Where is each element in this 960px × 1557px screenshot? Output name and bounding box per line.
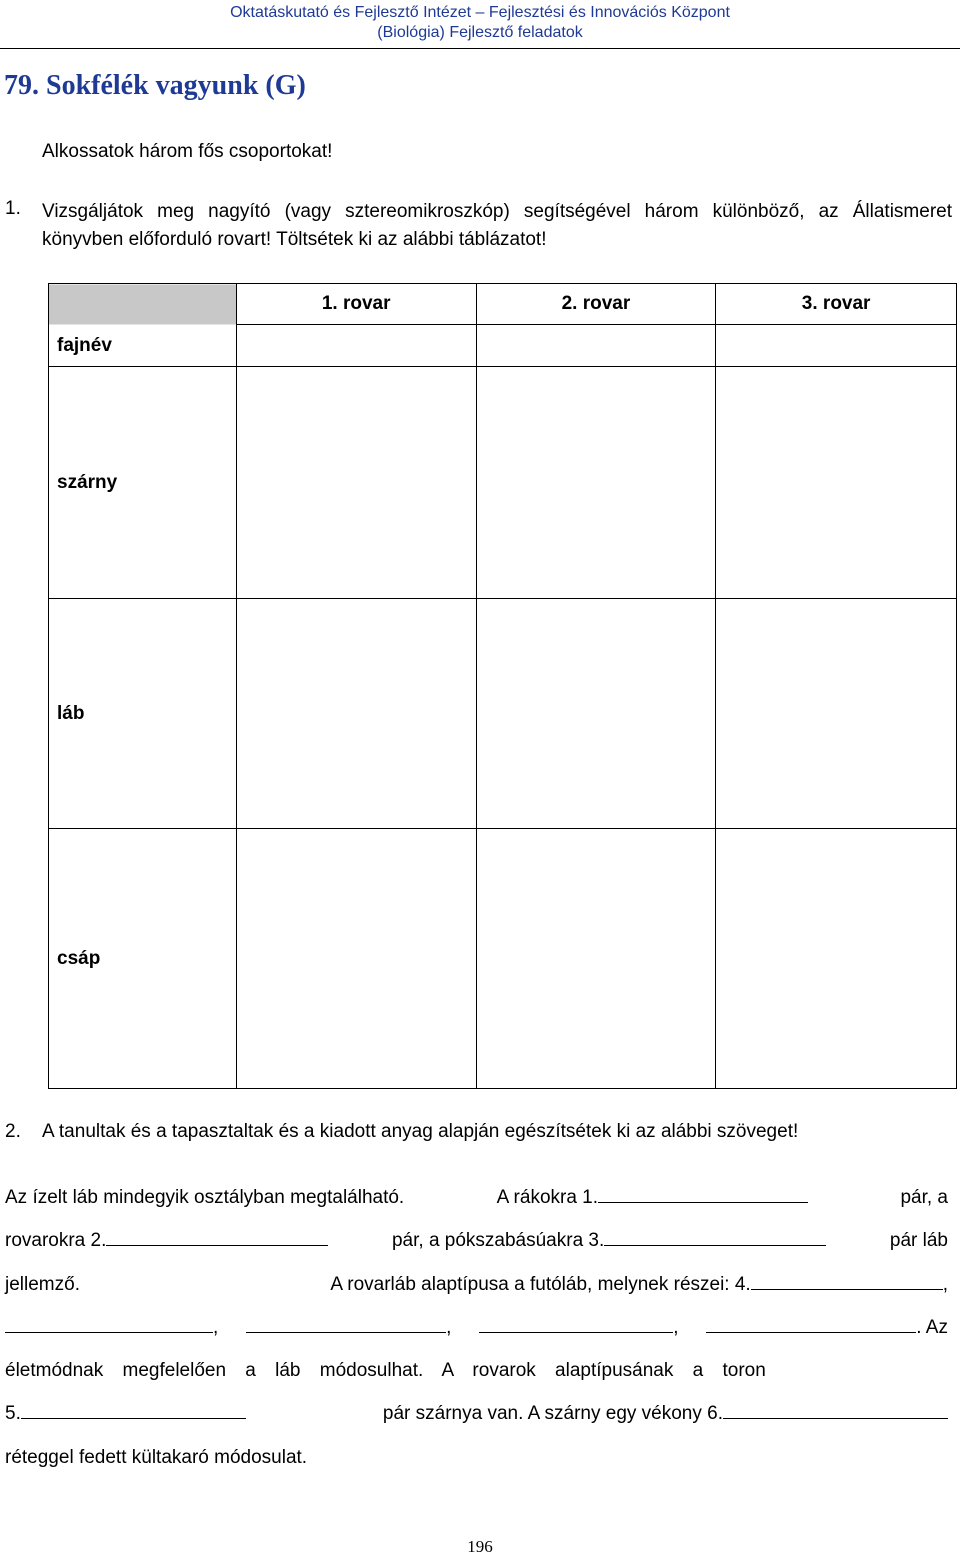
col-header-2: 2. rovar xyxy=(476,284,716,325)
blank-3[interactable] xyxy=(604,1225,826,1246)
fill-text: . Az xyxy=(916,1316,948,1338)
cell-csap-2[interactable] xyxy=(476,829,716,1089)
blank-4b[interactable] xyxy=(5,1312,213,1333)
fill-text: életmódnak megfelelően a láb módosulhat. A rovarok alaptípusának a toron xyxy=(5,1360,766,1382)
blank-1[interactable] xyxy=(598,1182,808,1203)
fill-text: pár szárnya van. A szárny egy vékony 6. xyxy=(382,1403,723,1425)
row-label-szarny: szárny xyxy=(49,367,237,599)
task2-number: 2. xyxy=(5,1121,21,1142)
task1-number: 1. xyxy=(5,198,21,219)
fill-text: , xyxy=(673,1316,679,1338)
insect-table xyxy=(48,283,957,1089)
fill-text: , xyxy=(213,1316,219,1338)
task1-text: Vizsgáljátok meg nagyító (vagy sztereomikroszkóp) segítségével három különböző, az Állatismeret könyvben előforduló rovart! Töltsétek ki az alábbi táblázatot! xyxy=(42,201,952,250)
intro-text: Alkossatok három fős csoportokat! xyxy=(42,141,333,162)
col-header-3: 3. rovar xyxy=(716,284,957,325)
col-header-1: 1. rovar xyxy=(236,284,476,325)
fill-in-text xyxy=(5,1176,948,1479)
fill-text: rovarokra 2. xyxy=(5,1230,107,1252)
blank-2[interactable] xyxy=(106,1225,328,1246)
page-header xyxy=(0,0,960,49)
fill-text: A rákokra 1. xyxy=(496,1187,599,1208)
blank-6[interactable] xyxy=(723,1398,948,1419)
task2-text: A tanultak és a tapasztaltak és a kiadott anyag alapján egészítsétek ki az alábbi szöveget! xyxy=(42,1121,799,1142)
cell-szarny-3[interactable] xyxy=(716,367,957,599)
page-number: 196 xyxy=(467,1537,493,1556)
cell-lab-2[interactable] xyxy=(476,599,716,829)
cell-csap-3[interactable] xyxy=(716,829,957,1089)
blank-4e[interactable] xyxy=(706,1312,916,1333)
cell-szarny-2[interactable] xyxy=(476,367,716,599)
cell-fajnev-1[interactable] xyxy=(236,325,476,367)
blank-4d[interactable] xyxy=(479,1312,673,1333)
blank-5[interactable] xyxy=(21,1398,246,1419)
fill-text: A rovarláb alaptípusa a futóláb, melynek részei: 4. xyxy=(330,1273,751,1295)
fill-text: 5. xyxy=(5,1403,21,1425)
cell-fajnev-2[interactable] xyxy=(476,325,716,367)
blank-4[interactable] xyxy=(751,1269,943,1290)
fill-text: Az ízelt láb mindegyik osztályban megtalálható. xyxy=(5,1187,405,1208)
table-corner xyxy=(49,284,237,367)
fill-text: , xyxy=(942,1273,948,1295)
fill-text: pár, a pókszabásúakra 3. xyxy=(391,1230,605,1252)
fill-text: , xyxy=(446,1316,452,1338)
cell-szarny-1[interactable] xyxy=(236,367,476,599)
cell-fajnev-3[interactable] xyxy=(716,325,957,367)
row-label-fajnev: fajnév xyxy=(57,335,112,356)
cell-lab-1[interactable] xyxy=(236,599,476,829)
blank-4c[interactable] xyxy=(246,1312,446,1333)
fill-text: pár láb xyxy=(889,1230,948,1252)
row-label-csap: csáp xyxy=(49,829,237,1089)
fill-text: jellemző. xyxy=(5,1273,80,1295)
fill-text: réteggel fedett kültakaró módosulat. xyxy=(5,1446,308,1468)
header-subtitle: (Biológia) Fejlesztő feladatok xyxy=(377,24,583,41)
fill-text: pár, a xyxy=(900,1187,948,1208)
cell-csap-1[interactable] xyxy=(236,829,476,1089)
page-title: 79. Sokfélék vagyunk (G) xyxy=(4,70,306,101)
row-label-lab: láb xyxy=(49,599,237,829)
header-institution: Oktatáskutató és Fejlesztő Intézet – Fejlesztési és Innovációs Központ xyxy=(230,4,730,21)
cell-lab-3[interactable] xyxy=(716,599,957,829)
